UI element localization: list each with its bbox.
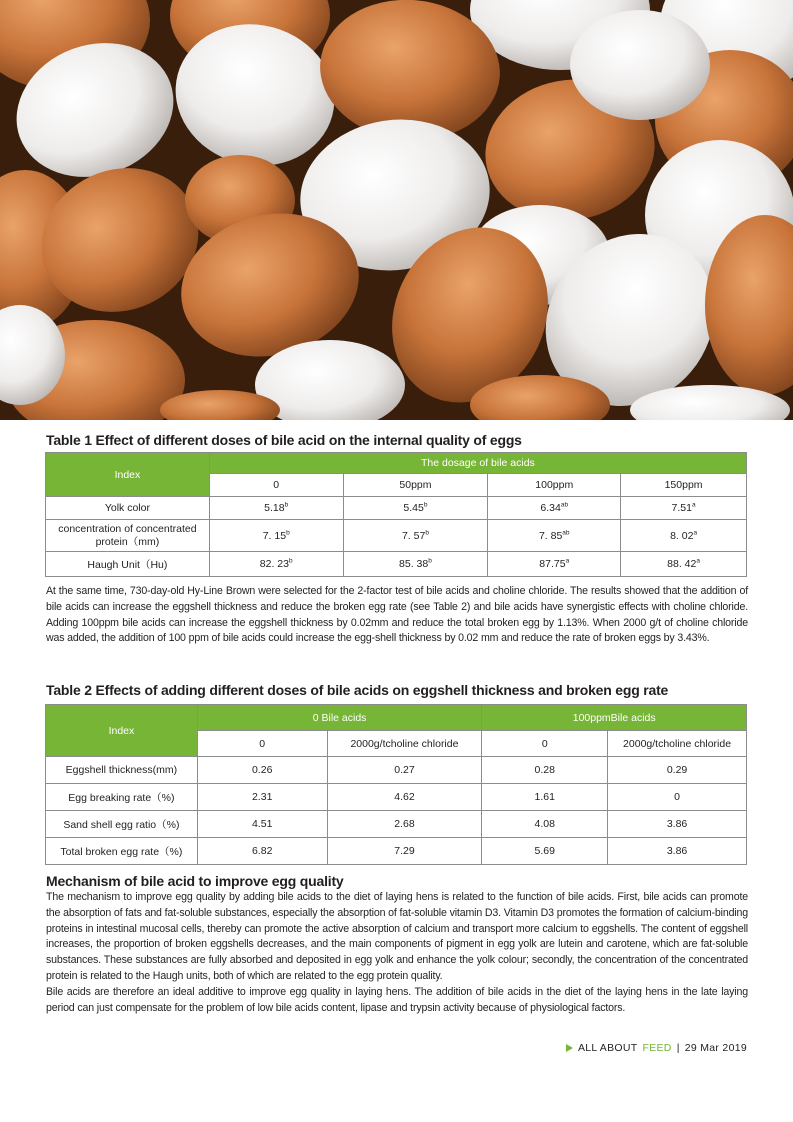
table-cell: 3.86 [608, 811, 747, 838]
table-cell: 82. 23$^b$ [209, 552, 343, 577]
body-paragraph [46, 584, 748, 647]
table-cell: 1.61 [482, 784, 608, 811]
table-cell: 0 [608, 784, 747, 811]
table1 [45, 452, 747, 577]
table2-row [46, 838, 747, 865]
table-cell: 2.68 [327, 811, 482, 838]
table-cell: 4.08 [482, 811, 608, 838]
table-cell: 6.34$^{ab}$ [488, 497, 621, 520]
table2 [45, 704, 747, 865]
paragraph-text: Bile acids are therefore an ideal additive to improve egg quality in laying hens. The addition of bile acids in the diet of the laying hens in the late laying period can just compensate for the problem of low bile acids content, lipase and trypsin activity because of physiological factors. [46, 985, 748, 1014]
eggs-illustration [0, 0, 793, 420]
table-cell: 4.51 [197, 811, 327, 838]
paragraph-text: The mechanism to improve egg quality by adding bile acids to the diet of laying hens is related to the function of bile acids. First, bile acids can promote the absorption of fats and fat-soluble substances, especially the absorption of fat-soluble vitamin D3. Vitamin D3 promotes the formation of calcium-binding proteins in intestinal mucosal cells, thereby can promote the active absorption of calcium and transport more calcium to eggshells. The content of eggshell increases, the proportion of broken eggshells decreases, and the main components of pigment in egg yolk are lutein and carotene, which are fat-soluble substances. These substances are fully absorbed and deposited in egg yolk and enhance the yolk colour; secondly, the concentration of the concentrated protein is related to the Haugh units, both of which are related to the egg protein quality. [46, 891, 748, 982]
table1-caption: Table 1 Effect of different doses of bile acid on the internal quality of eggs [46, 432, 522, 448]
table2-subheader: 2000g/tcholine chloride [327, 731, 482, 757]
table1-row [46, 520, 747, 552]
table-cell: 0.26 [197, 757, 327, 784]
row-label: Total broken egg rate（%) [46, 838, 198, 865]
table2-row [46, 811, 747, 838]
body-paragraph [46, 890, 748, 1016]
table-cell: 7. $85^{ab}$ [488, 520, 621, 552]
table1-dose-header: 100ppm [488, 474, 621, 497]
table-cell: 2.31 [197, 784, 327, 811]
table-cell: 7.29 [327, 838, 482, 865]
table2-subheader: 0 [197, 731, 327, 757]
row-label: Yolk color [46, 497, 210, 520]
table-cell: 7. 57$^b$ [343, 520, 488, 552]
table-cell: 88. 42$^a$ [621, 552, 747, 577]
table-cell: 4.62 [327, 784, 482, 811]
table-cell: 0.27 [327, 757, 482, 784]
table-cell: 87.75$^a$ [488, 552, 621, 577]
row-label: concentration of concentrated protein（mm) [46, 520, 210, 552]
footer-separator: | [676, 1042, 680, 1054]
table-cell: 7. 15$^b$ [209, 520, 343, 552]
table2-group-header: 100ppmBile acids [482, 705, 747, 731]
table1-dose-header: 0 [209, 474, 343, 497]
table-cell: 3.86 [608, 838, 747, 865]
table1-row [46, 552, 747, 577]
footer-brand-prefix: ALL ABOUT [577, 1042, 638, 1054]
table-cell: 5.45$^b$ [343, 497, 488, 520]
table-cell: 85. 38$^b$ [343, 552, 488, 577]
section-heading: Mechanism of bile acid to improve egg quality [46, 873, 344, 889]
table-cell: 6.82 [197, 838, 327, 865]
triangle-icon [566, 1044, 573, 1052]
table1-dose-header: 150ppm [621, 474, 747, 497]
paragraph-text: At the same time, 730-day-old Hy-Line Brown were selected for the 2-factor test of bile acids and choline chloride. The results showed that the addition of bile acids can increase the eggshell thickness and reduce the broken egg rate (see Table 2) and bile acids have synergistic effects with choline chloride. Adding 100ppm bile acids can increase the eggshell thickness by 0.02mm and reduce the total broken egg by 1.13%. When 2000 g/t of choline chloride was added, the addition of 100 ppm of bile acids could increase the egg-shell thickness by 0.02 mm and reduce the rate of broken eggs by 3.43%. [46, 585, 748, 645]
table2-caption: Table 2 Effects of adding different doses of bile acids on eggshell thickness and broken egg rate [46, 682, 669, 698]
table1-dosage-header: The dosage of bile acids [209, 453, 746, 474]
table-cell: 5.69 [482, 838, 608, 865]
table2-subheader: 2000g/tcholine chloride [608, 731, 747, 757]
table2-row [46, 757, 747, 784]
row-label: Eggshell thickness(mm) [46, 757, 198, 784]
table-cell: 0.28 [482, 757, 608, 784]
row-label: Haugh Unit（Hu) [46, 552, 210, 577]
table2-group-header: 0 Bile acids [197, 705, 482, 731]
table-cell: 0.29 [608, 757, 747, 784]
table1-index-header: Index [46, 453, 210, 497]
page-footer [566, 1042, 747, 1054]
table-cell: 8. 02$^a$ [621, 520, 747, 552]
table-cell: 5.18$^b$ [209, 497, 343, 520]
row-label: Egg breaking rate（%) [46, 784, 198, 811]
table2-subheader: 0 [482, 731, 608, 757]
table2-row [46, 784, 747, 811]
footer-date: 29 Mar 2019 [684, 1042, 747, 1054]
table2-index-header: Index [46, 705, 198, 757]
footer-brand-suffix: FEED [642, 1042, 672, 1054]
table1-row [46, 497, 747, 520]
eggs-photo [0, 0, 793, 420]
table1-dose-header: 50ppm [343, 474, 488, 497]
row-label: Sand shell egg ratio（%) [46, 811, 198, 838]
table-cell: 7.51$^a$ [621, 497, 747, 520]
